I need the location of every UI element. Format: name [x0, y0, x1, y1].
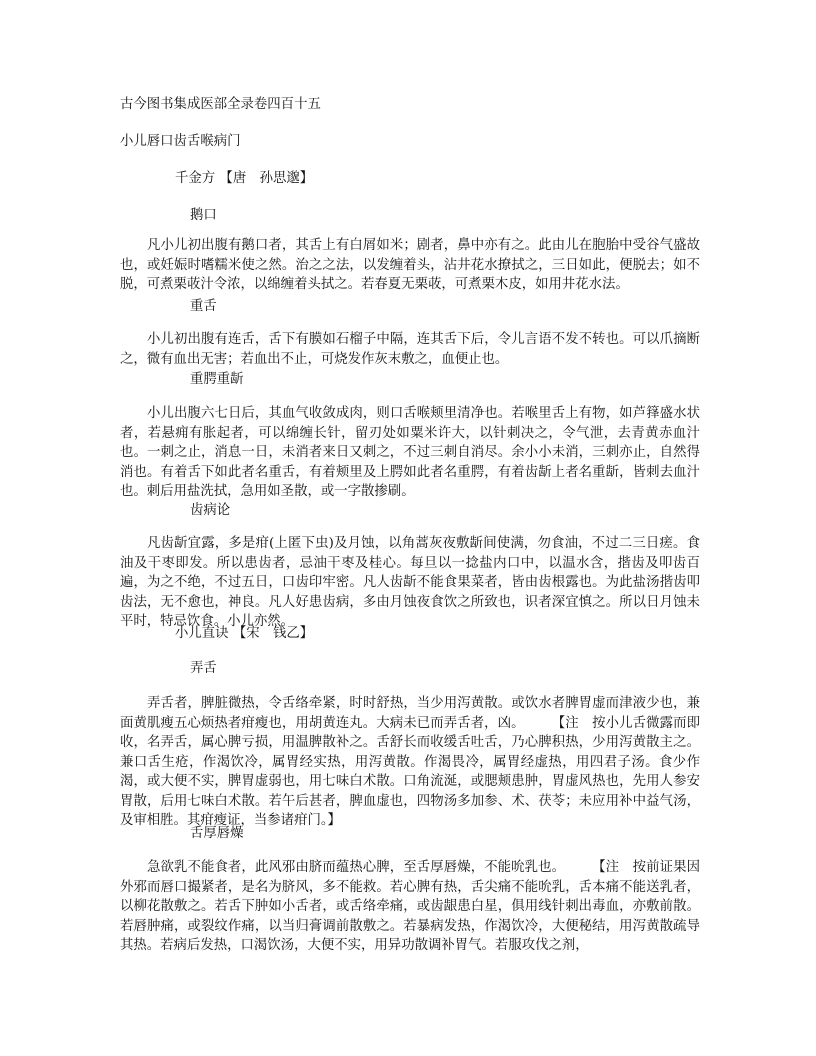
- subheading-shehou: 舌厚唇燥: [190, 826, 244, 841]
- source-heading-zhijue: 小儿直诀 【宋 钱乙】: [175, 626, 314, 641]
- paragraph-zhongshe: 小儿初出腹有连舌，舌下有膜如石榴子中隔，连其舌下后，令儿言语不发不转也。可以爪摘断之，微有血出无害；若血出不止，可烧发作灰末敷之，血便止也。: [120, 332, 700, 367]
- subheading-zhonge: 重腭重龂: [190, 372, 244, 387]
- subheading-chibing: 齿病论: [190, 503, 231, 518]
- section-title: 小儿唇口齿舌喉病门: [120, 134, 241, 149]
- paragraph-shehou: 急欲乳不能食者，此风邪由脐而蕴热心脾，至舌厚唇燥，不能吮乳也。 【注 按前证果因外邪而唇口撮紧者，是名为脐风，多不能救。若心脾有热，舌尖痛不能吮乳，舌本痛不能送乳者，以柳花散敷之。若舌下肿如小舌者，或舌络牵痛，或齿龈患白星，俱用线针刺出毒血，亦敷前散。若唇肿痛，或裂纹作痛，以当归膏调前散敷之。若暴病发热，作渴饮冷，大便秘结，用泻黄散疏导其热。若病后发热，口渴饮汤，大便不实，用异功散调补胃气。若服攻伐之剂，: [120, 860, 700, 953]
- subheading-zhongshe: 重舌: [190, 299, 217, 314]
- source-heading-qianjin: 千金方 【唐 孙思邈】: [175, 171, 314, 186]
- paragraph-nongshe: 弄舌者，脾脏微热，令舌络牵紧，时时舒热，当少用泻黄散。或饮水者脾胃虚而津液少也，兼面黄肌瘦五心烦热者疳瘦也，用胡黄连丸。大病未已而弄舌者，凶。 【注 按小儿舌微露而即收，名弄舌，属心脾亏损，用温脾散补之。舌舒长而收缓舌吐舌，乃心脾积热，少用泻黄散主之。兼口舌生疮，作渴饮冷，属胃经实热，用泻黄散。作渴畏冷，属胃经虚热，用四君子汤。食少作渴，或大便不实，脾胃虚弱也，用七味白术散。口角流涎，或腮颊患肿，胃虚风热也，先用人参安胃散，后用七味白术散。若午后甚者，脾血虚也，四物汤多加参、术、茯苓；未应用补中益气汤，及审相胜。其疳瘦证，当参诸疳门。】: [120, 696, 700, 828]
- subheading-nongshe: 弄舌: [190, 661, 217, 676]
- subheading-ekou: 鹅口: [190, 208, 217, 223]
- book-title: 古今图书集成医部全录卷四百十五: [120, 97, 321, 112]
- paragraph-chibing: 凡齿龂宜露，多是疳(上匿下虫)及月蚀，以角蒿灰夜敷龂间使满，勿食油，不过二三日瘥。食油及干枣即发。所以患齿者，忌油干枣及桂心。每旦以一捻盐内口中，以温水含，揩齿及叩齿百遍，为之不绝，不过五日，口齿印牢密。凡人齿龂不能食果菜者，皆由齿根露也。为此盐汤揩齿叩齿法，无不愈也，神良。凡人好患齿病，多由月蚀夜食饮之所致也，识者深宜慎之。所以日月蚀未平时，特忌饮食。小儿亦然。: [120, 536, 700, 629]
- paragraph-zhonge: 小儿出腹六七日后，其血气收敛成肉，则口舌喉颊里清净也。若喉里舌上有物，如芦箨盛水状者，若悬痈有胀起者，可以绵缠长针，留刃处如粟米许大，以针刺决之，令气泄，去青黄赤血汁也。一刺之止，消息一日，未消者来日又刺之，不过三刺自消尽。余小小未消，三刺亦止，自然得消也。有着舌下如此者名重舌，有着颊里及上腭如此者名重腭，有着齿龂上者名重龂，皆刺去血汁也。刺后用盐洗拭，急用如圣散，或一字散掺刷。: [120, 406, 700, 499]
- paragraph-ekou: 凡小儿初出腹有鹅口者，其舌上有白屑如米；剧者，鼻中亦有之。此由儿在胞胎中受谷气盛故也，或妊娠时嗜糯米使之然。治之之法，以发缠着头，沾井花水撩拭之，三日如此，便脱去；如不脱，可煮栗荍汁令浓，以绵缠着头拭之。若春夏无栗荍，可煮栗木皮，如用井花水法。: [120, 238, 700, 292]
